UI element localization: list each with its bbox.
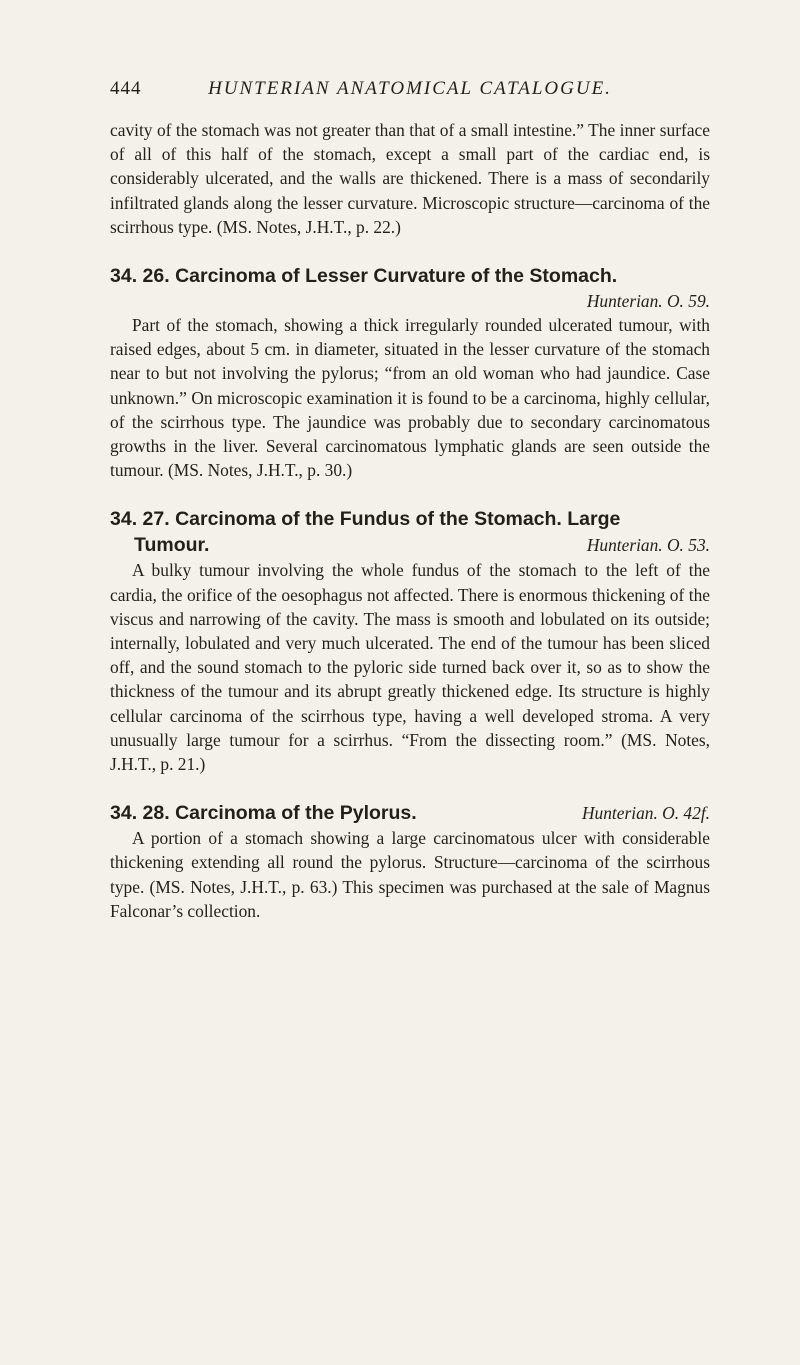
entry-description: A portion of a stomach showing a large carcinomatous ulcer with considerable thickening extending all round the pylorus. Structure—carcinoma of the scirrhous type. (MS. Notes, J.H.T., p. 63.) This specimen was purchased at the sale of Magnus Falconar’s collection. bbox=[110, 828, 710, 921]
entry-title-line2: Tumour. bbox=[134, 534, 210, 557]
catalogue-entry-34-28 bbox=[110, 800, 710, 923]
page-body bbox=[110, 118, 710, 923]
entry-heading bbox=[110, 800, 710, 826]
intro-paragraph: cavity of the stomach was not greater than that of a small intestine.” The inner surface of all of this half of the stomach, except a small part of the cardiac end, is considerably ulcerated, and the walls are thickened. There is a mass of secondarily infiltrated glands along the lesser curvature. Microscopic structure—carcinoma of the scirrhous type. (MS. Notes, J.H.T., p. 22.) bbox=[110, 120, 710, 237]
page-number: 444 bbox=[110, 78, 142, 99]
entry-heading-continuation bbox=[110, 532, 710, 558]
entry-number: 34. 27. bbox=[110, 508, 170, 531]
entry-number: 34. 26. bbox=[110, 265, 170, 288]
entry-description: Part of the stomach, showing a thick irregularly rounded ulcerated tumour, with raised edges, about 5 cm. in diameter, situated in the lesser curvature of the stomach near to but not involving the pylorus; “from an old woman who had jaundice. Case unknown.” On microscopic examination it is found to be a carcinoma, highly cellular, of the scirrhous type. The jaundice was probably due to secondary carcinomatous growths in the liver. Several carcinomatous lymphatic glands are seen outside the tumour. (MS. Notes, J.H.T., p. 30.) bbox=[110, 315, 710, 481]
entry-heading bbox=[110, 506, 710, 532]
entry-number: 34. 28. bbox=[110, 802, 170, 825]
running-header bbox=[110, 78, 710, 108]
catalogue-entry-34-26 bbox=[110, 263, 710, 482]
catalogue-entry-34-27 bbox=[110, 506, 710, 776]
entry-heading bbox=[110, 263, 710, 289]
entry-source: Hunterian. O. 59. bbox=[586, 291, 710, 312]
entry-description: A bulky tumour involving the whole fundus of the stomach to the left of the cardia, the orifice of the oesophagus not affected. There is enormous thickening of the viscus and narrowing of the cavity. The mass is smooth and lobulated on its outside; internally, lobulated and very much ulcerated. The end of the tumour has been sliced off, and the sound stomach to the pyloric side turned back over it, so as to show the thickness of the tumour and its abrupt greatly thickened edge. Its structure is highly cellular carcinoma of the scirrhous type, having a well developed stroma. A very unusually large tumour for a scirrhus. “From the dissecting room.” (MS. Notes, J.H.T., p. 21.) bbox=[110, 560, 710, 775]
entry-title-line1: Carcinoma of the Fundus of the Stomach. Large bbox=[175, 508, 621, 531]
entry-title: Carcinoma of Lesser Curvature of the Stomach. bbox=[175, 265, 618, 288]
running-title: HUNTERIAN ANATOMICAL CATALOGUE. bbox=[208, 78, 612, 99]
entry-title: Carcinoma of the Pylorus. bbox=[175, 802, 417, 825]
entry-source: Hunterian. O. 42f. bbox=[581, 803, 710, 824]
entry-source: Hunterian. O. 53. bbox=[586, 535, 710, 556]
